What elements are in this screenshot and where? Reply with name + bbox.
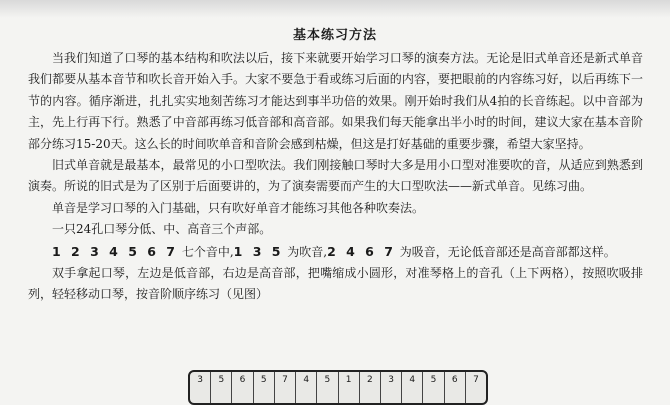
harmonica-hole	[402, 372, 423, 403]
harmonica-diagram	[188, 370, 488, 405]
notes-text-b: 为吹音,	[283, 244, 328, 259]
section-title: 基本练习方法	[292, 28, 377, 43]
harmonica-hole	[423, 372, 444, 403]
harmonica-hole-label: 1	[345, 375, 352, 385]
paragraph-notes	[28, 241, 643, 263]
harmonica-hole-label: 6	[239, 375, 246, 385]
harmonica-hole	[232, 372, 253, 403]
harmonica-hole-label: 5	[218, 375, 225, 385]
harmonica-hole	[254, 372, 275, 403]
harmonica-hole-label: 6	[451, 375, 458, 385]
harmonica-hole	[296, 372, 317, 403]
paragraph-single-note: 单音是学习口琴的入门基础，只有吹好单音才能练习其他各种吹奏法。	[52, 200, 425, 215]
document-body	[28, 48, 643, 306]
harmonica-hole-label: 5	[430, 375, 437, 385]
harmonica-hole-label: 4	[303, 375, 310, 385]
paragraph-instructions: 双手拿起口琴，左边是低音部，右边是高音部，把嘴缩成小圆形，对准琴格上的音孔（上下两格），按照吹吸排列，轻轻移动口琴，按音阶顺序练习（见图）	[28, 266, 643, 302]
harmonica-hole-label: 7	[282, 375, 288, 385]
harmonica-hole	[381, 372, 402, 403]
notes-draw: 2 4 6 7	[327, 243, 396, 259]
harmonica-hole-label: 3	[197, 375, 203, 385]
harmonica-hole	[360, 372, 381, 403]
paragraph-harmonica-parts: 一只24孔口琴分低、中、高音三个声部。	[52, 222, 272, 237]
harmonica-hole-label: 2	[366, 375, 373, 385]
notes-text-c: 为吸音，无论低音部还是高音部都这样。	[395, 244, 616, 259]
harmonica-hole-label: 7	[473, 375, 479, 385]
notes-text-a: 七个音中,	[178, 244, 234, 259]
harmonica-hole	[339, 372, 360, 403]
notes-blow: 1 3 5	[233, 243, 284, 259]
harmonica-hole	[445, 372, 466, 403]
harmonica-holes-row	[190, 372, 486, 403]
paragraph-intro: 当我们知道了口琴的基本结构和吹法以后，接下来就要开始学习口琴的演奏方法。无论是旧式单音还是新式单音我们都要从基本音节和吹长音开始入手。大家不要急于看或练习后面的内容，要把眼前的内容练习好，以后再练下一节的内容。循序渐进，扎扎实实地刻苦练习才能达到事半功倍的效果。刚开始时我们从4拍的长音练起。以中音部为主，先上行再下行。熟悉了中音部再练习低音部和高音部。如果我们每天能拿出半小时的时间，建议大家在基本音阶部分练习15-20天。这么长的时间吹单音和音阶会感到枯燥，但这是打好基础的重要步骤，希望大家坚持。	[28, 51, 643, 151]
harmonica-hole	[466, 372, 486, 403]
harmonica-hole	[317, 372, 338, 403]
notes-all: 1 2 3 4 5 6 7	[52, 243, 178, 259]
harmonica-hole-label: 5	[260, 375, 267, 385]
paragraph-old-style: 旧式单音就是最基本，最常见的小口型吹法。我们刚接触口琴时大多是用小口型对准要吹的音，从适应到熟悉到演奏。所说的旧式是为了区别于后面要讲的，为了演奏需要而产生的大口型吹法——新式单音。见练习曲。	[28, 158, 643, 194]
harmonica-hole	[275, 372, 296, 403]
scan-edge-shadow	[0, 0, 670, 18]
harmonica-hole-label: 4	[409, 375, 416, 385]
harmonica-hole-label: 5	[324, 375, 331, 385]
harmonica-hole	[190, 372, 211, 403]
harmonica-hole	[211, 372, 232, 403]
harmonica-hole-label: 3	[388, 375, 394, 385]
